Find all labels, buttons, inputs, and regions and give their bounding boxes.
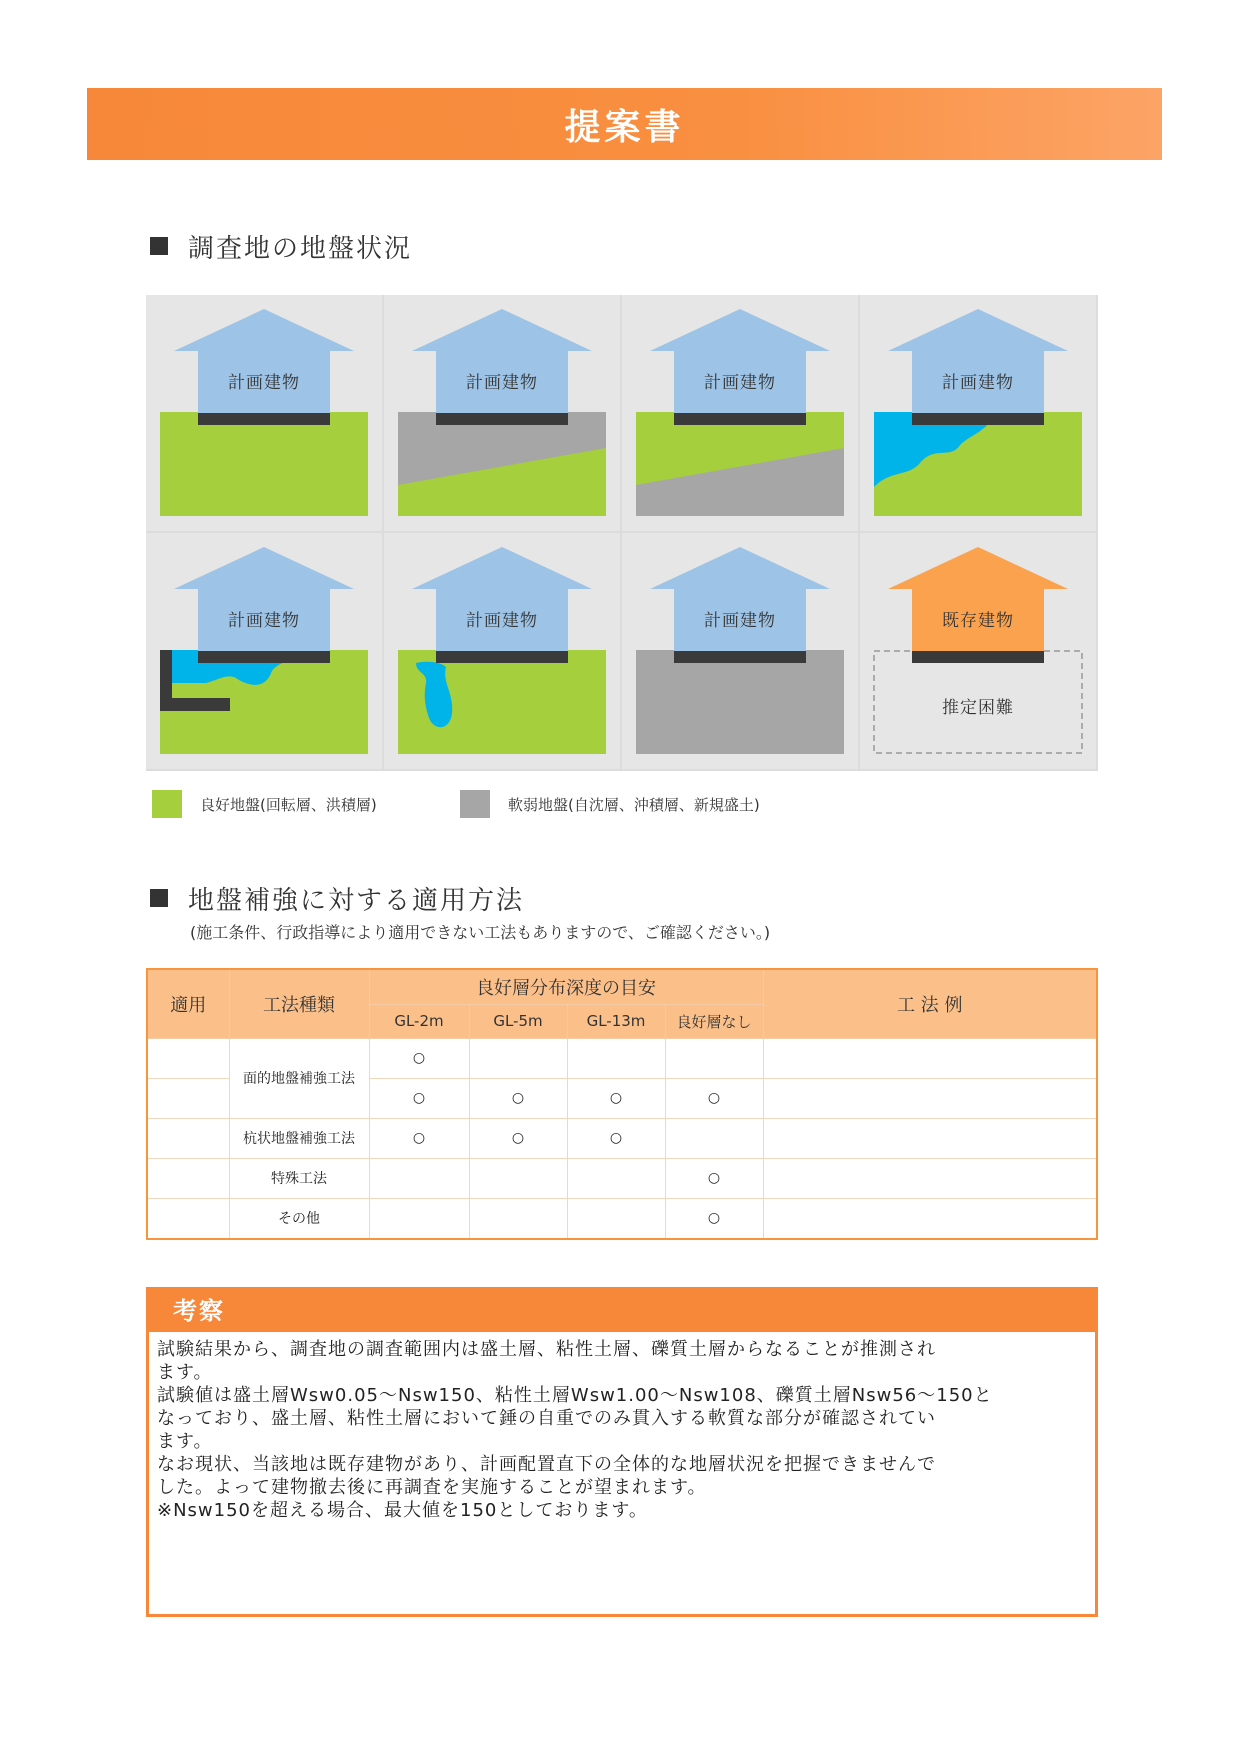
mark-cell: ○	[567, 1118, 665, 1158]
method-table	[146, 968, 1098, 1240]
ground-cell-7	[622, 533, 858, 769]
header-depth-col: 良好層なし	[665, 1004, 763, 1038]
mark-cell: ○	[665, 1078, 763, 1118]
building-label: 計画建物	[942, 373, 1014, 393]
header-example: 工 法 例	[763, 969, 1097, 1038]
ground-diagram-existing	[860, 533, 1096, 769]
legend-soft-ground: 軟弱地盤(自沈層、沖積層、新規盛土)	[460, 790, 760, 818]
discussion-line: なお現状、当該地は既存建物があり、計画配置直下の全体的な地層状況を把握できませんで	[157, 1454, 936, 1475]
example-cell	[763, 1198, 1097, 1239]
section-title-method: 地盤補強に対する適用方法	[150, 880, 524, 917]
mark-cell	[369, 1198, 469, 1239]
ground-cell-4	[860, 295, 1096, 531]
ground-diagram-water-pocket	[860, 295, 1096, 531]
building-label: 計画建物	[704, 373, 776, 393]
mark-cell: ○	[469, 1078, 567, 1118]
mark-cell: ○	[665, 1198, 763, 1239]
header-depth-col: GL-2m	[369, 1004, 469, 1038]
ground-diagram-all-soft	[622, 533, 858, 769]
mark-cell: ○	[369, 1078, 469, 1118]
mark-cell	[567, 1198, 665, 1239]
header-apply: 適用	[147, 969, 229, 1038]
mark-cell	[665, 1118, 763, 1158]
building-label: 計画建物	[466, 611, 538, 631]
existing-building-label: 既存建物	[942, 611, 1014, 631]
mark-cell	[469, 1158, 567, 1198]
ground-diagram-water-wall	[146, 533, 382, 769]
ground-diagram-soft-top	[384, 295, 620, 531]
table-row	[147, 1118, 1097, 1158]
apply-cell	[147, 1118, 229, 1158]
mark-cell	[469, 1198, 567, 1239]
mark-cell	[665, 1038, 763, 1078]
discussion-line: 試験値は盛土層Wsw0.05～Nsw150、粘性土層Wsw1.00～Nsw108、礫質土層Nsw56～150と	[157, 1385, 993, 1406]
method-cell: 特殊工法	[229, 1158, 369, 1198]
building-label: 計画建物	[228, 373, 300, 393]
table-row	[147, 1038, 1097, 1078]
ground-cell-1	[146, 295, 382, 531]
method-note: (施工条件、行政指導により適用できない工法もありますので、ご確認ください。)	[190, 923, 771, 942]
mark-cell	[469, 1038, 567, 1078]
mark-cell	[567, 1158, 665, 1198]
ground-cell-6	[384, 533, 620, 769]
method-cell: 面的地盤補強工法	[229, 1038, 369, 1118]
ground-diagram-soft-bottom	[622, 295, 858, 531]
ground-diagram-good	[146, 295, 382, 531]
discussion-box	[146, 1287, 1098, 1617]
discussion-line: ます。	[157, 1431, 213, 1452]
header-depth-col: GL-13m	[567, 1004, 665, 1038]
ground-condition-grid	[146, 295, 1098, 771]
method-cell: その他	[229, 1198, 369, 1239]
apply-cell	[147, 1158, 229, 1198]
ground-cell-8	[860, 533, 1096, 769]
estimation-difficult-label: 推定困難	[942, 698, 1014, 718]
apply-cell	[147, 1198, 229, 1239]
header-depth-col: GL-5m	[469, 1004, 567, 1038]
mark-cell: ○	[369, 1038, 469, 1078]
example-cell	[763, 1118, 1097, 1158]
mark-cell	[369, 1158, 469, 1198]
legend-swatch-gray	[460, 790, 490, 818]
ground-cell-5	[146, 533, 382, 769]
example-cell	[763, 1158, 1097, 1198]
header-method: 工法種類	[229, 969, 369, 1038]
example-cell	[763, 1038, 1097, 1078]
apply-cell	[147, 1038, 229, 1078]
method-cell: 杭状地盤補強工法	[229, 1118, 369, 1158]
mark-cell: ○	[369, 1118, 469, 1158]
mark-cell	[567, 1038, 665, 1078]
mark-cell: ○	[469, 1118, 567, 1158]
square-bullet-icon	[150, 237, 168, 255]
ground-cell-2	[384, 295, 620, 531]
discussion-body	[149, 1332, 1095, 1528]
ground-cell-3	[622, 295, 858, 531]
square-bullet-icon	[150, 889, 168, 907]
building-label: 計画建物	[228, 611, 300, 631]
discussion-line: なっており、盛土層、粘性土層において錘の自重でのみ貫入する軟質な部分が確認されてい	[157, 1408, 936, 1429]
discussion-line: 試験結果から、調査地の調査範囲内は盛土層、粘性土層、礫質土層からなることが推測され	[157, 1339, 936, 1360]
header-depth: 良好層分布深度の目安	[369, 969, 763, 1004]
legend-good-ground: 良好地盤(回転層、洪積層)	[152, 790, 377, 818]
legend-swatch-green	[152, 790, 182, 818]
mark-cell: ○	[665, 1158, 763, 1198]
building-label: 計画建物	[704, 611, 776, 631]
discussion-line: した。よって建物撤去後に再調査を実施することが望まれます。	[157, 1477, 707, 1498]
discussion-line: ※Nsw150を超える場合、最大値を150としております。	[157, 1500, 648, 1521]
discussion-line: ます。	[157, 1362, 213, 1383]
discussion-title: 考察	[149, 1290, 1095, 1332]
table-row	[147, 1198, 1097, 1239]
section-title-ground: 調査地の地盤状況	[150, 228, 412, 265]
building-label: 計画建物	[466, 373, 538, 393]
example-cell	[763, 1078, 1097, 1118]
title-banner	[87, 88, 1162, 160]
apply-cell	[147, 1078, 229, 1118]
page-title: 提案書	[564, 106, 685, 148]
ground-diagram-water-vein	[384, 533, 620, 769]
mark-cell: ○	[567, 1078, 665, 1118]
table-row	[147, 1158, 1097, 1198]
